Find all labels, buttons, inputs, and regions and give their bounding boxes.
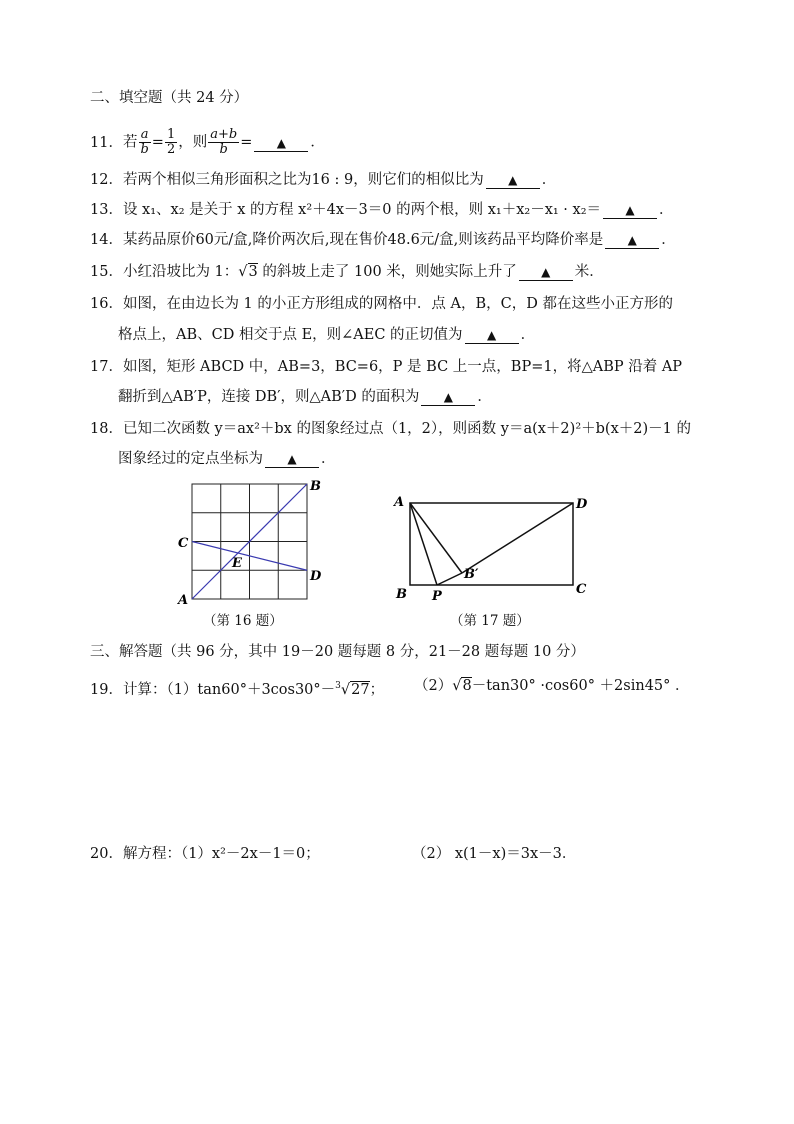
question-14: 14．某药品原价60元/盒,降价两次后,现在售价48.6元/盒,则该药品平均降价率是 ▲ ． [90, 232, 676, 248]
question-17-line-1: 17．如图，矩形 ABCD 中，AB=3，BC=6，P 是 BC 上一点，BP=1，将△ABP 沿着 AP [90, 359, 683, 375]
figure-16-grid [170, 476, 330, 606]
section-3-header: 三、解答题（共 96 分，其中 19－20 题每题 8 分，21－28 题每题 10 分） [90, 644, 585, 660]
label-e: E [232, 556, 242, 571]
question-16-line-1: 16．如图，在由边长为 1 的小正方形组成的网格中．点 A，B，C，D 都在这些小正方形的 [90, 296, 673, 312]
question-16-line-2: 格点上，AB、CD 相交于点 E，则∠AEC 的正切值为 ▲ ． [118, 327, 536, 343]
fraction-a-plus-b-over-b: $\frac{a+b}{b}$ [210, 127, 238, 157]
question-number: 11． [90, 134, 123, 151]
answer-blank: ▲ [465, 327, 519, 344]
figure-17-rectangle [390, 490, 600, 602]
label-b: B [310, 479, 321, 494]
answer-blank: ▲ [421, 389, 475, 406]
question-number: 20． [90, 846, 123, 862]
question-20-part-2: （2） x(1－x)＝3x－3． [412, 846, 577, 862]
label-p: P [432, 589, 442, 602]
figure-17-caption: （第 17 题） [450, 613, 530, 629]
sqrt-symbol: √ [452, 678, 462, 694]
question-number: 16． [90, 296, 123, 312]
segment-ap [410, 503, 437, 585]
question-19: 19．计算：（1）tan60°＋3cos30°－$^3$√27； [90, 681, 385, 698]
question-15: 15．小红沿坡比为 1：√3 的斜坡上走了 100 米，则她实际上升了 ▲ 米． [90, 264, 604, 280]
figure-16-caption: （第 16 题） [203, 613, 283, 629]
question-number: 13． [90, 202, 123, 218]
answer-blank: ▲ [605, 232, 659, 249]
question-19-part-2: （2）√8－tan30° ·cos60° ＋2sin45° ． [414, 678, 690, 694]
segment-pb-prime [437, 573, 462, 585]
section-2-header: 二、填空题（共 24 分） [90, 90, 249, 106]
question-number: 14． [90, 232, 123, 248]
label-c: C [576, 582, 587, 597]
label-a: A [178, 593, 189, 606]
question-number: 19． [90, 681, 123, 698]
rectangle-abcd [410, 503, 573, 585]
label-d: D [576, 497, 588, 512]
answer-blank: ▲ [519, 264, 573, 281]
question-12: 12．若两个相似三角形面积之比为16 : 9，则它们的相似比为 ▲ ． [90, 172, 557, 188]
label-d: D [310, 569, 322, 584]
answer-blank: ▲ [254, 135, 308, 152]
label-c: C [178, 536, 189, 551]
sqrt-symbol: √ [340, 681, 351, 698]
answer-blank: ▲ [603, 202, 657, 219]
question-13: 13．设 x₁、x₂ 是关于 x 的方程 x²＋4x－3＝0 的两个根，则 x₁＋x₂－x₁ · x₂＝ ▲ ． [90, 202, 674, 218]
fraction-a-over-b: $\frac{a}{b}$ [140, 127, 149, 157]
sqrt-radicand: 3 [248, 264, 258, 280]
question-17-line-2: 翻折到△AB′P，连接 DB′，则△AB′D 的面积为 ▲ ． [118, 389, 492, 405]
cube-root-index: 3 [335, 681, 341, 691]
label-b: B [396, 587, 407, 602]
segment-db-prime [462, 503, 573, 573]
sqrt-symbol: √ [238, 264, 248, 280]
question-11: 11．若 $\frac{a}{b}$ = $\frac{1}{2}$ ，则 $\frac{a+b}{b}$ = ▲ ． [90, 127, 325, 157]
label-a: A [394, 495, 405, 510]
label-b-prime: B′ [464, 567, 479, 582]
question-number: 12． [90, 172, 123, 188]
question-number: 15． [90, 264, 123, 280]
question-number: 17． [90, 359, 123, 375]
answer-blank: ▲ [265, 451, 319, 468]
question-18-line-2: 图象经过的定点坐标为 ▲ ． [118, 451, 336, 467]
fraction-one-half: $\frac{1}{2}$ [166, 127, 176, 157]
segment-ab-prime [410, 503, 462, 573]
question-number: 18． [90, 421, 123, 437]
answer-blank: ▲ [486, 172, 540, 189]
question-20: 20．解方程：（1）x²－2x－1＝0； [90, 846, 320, 862]
question-18-line-1: 18．已知二次函数 y＝ax²＋bx 的图象经过点（1，2），则函数 y＝a(x＋2)²＋b(x＋2)－1 的 [90, 421, 691, 437]
